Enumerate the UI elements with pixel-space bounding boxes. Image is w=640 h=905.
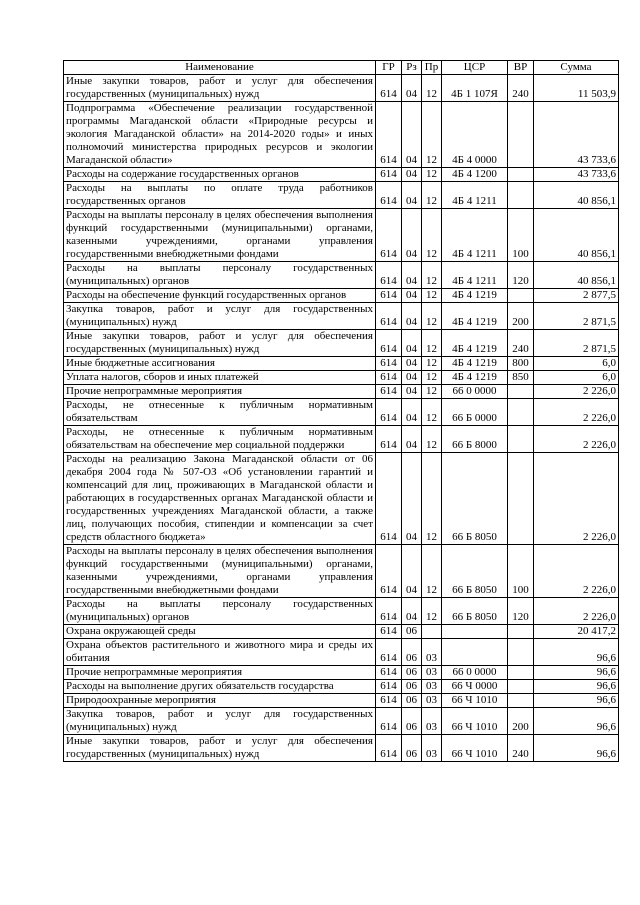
cell-rz: 06 (402, 735, 422, 762)
cell-rz: 04 (402, 426, 422, 453)
cell-sum: 2 226,0 (534, 426, 619, 453)
budget-document (63, 60, 618, 762)
cell-name: Иные закупки товаров, работ и услуг для обеспечения государственных (муниципальных) нужд (64, 735, 376, 762)
cell-csr: 4Б 4 1211 (442, 262, 508, 289)
cell-sum: 2 226,0 (534, 453, 619, 545)
cell-pr: 12 (422, 168, 442, 182)
cell-csr: 4Б 4 1219 (442, 289, 508, 303)
cell-sum: 40 856,1 (534, 209, 619, 262)
cell-csr: 4Б 4 1211 (442, 209, 508, 262)
cell-csr: 4Б 4 1200 (442, 168, 508, 182)
cell-csr: 4Б 4 1219 (442, 357, 508, 371)
cell-gr: 614 (376, 598, 402, 625)
cell-pr: 12 (422, 182, 442, 209)
header-gr: ГР (376, 61, 402, 75)
cell-vr: 240 (508, 735, 534, 762)
table-row (64, 666, 619, 680)
cell-vr: 200 (508, 303, 534, 330)
cell-pr: 03 (422, 680, 442, 694)
table-row (64, 182, 619, 209)
cell-gr: 614 (376, 75, 402, 102)
cell-sum: 2 871,5 (534, 303, 619, 330)
cell-vr (508, 168, 534, 182)
cell-name: Расходы, не отнесенные к публичным нормативным обязательствам (64, 399, 376, 426)
table-row (64, 453, 619, 545)
cell-gr: 614 (376, 625, 402, 639)
table-row (64, 357, 619, 371)
cell-sum: 96,6 (534, 735, 619, 762)
cell-name: Подпрограмма «Обеспечение реализации государственной программы Магаданской области «Природные ресурсы и экология Магаданской области» на 2014-2020 годы» и иных полномочий министерства природных ресурсов и экологии Магаданской области» (64, 102, 376, 168)
table-row (64, 680, 619, 694)
cell-pr: 03 (422, 639, 442, 666)
cell-csr: 4Б 1 107Я (442, 75, 508, 102)
cell-rz: 04 (402, 371, 422, 385)
cell-pr: 12 (422, 385, 442, 399)
table-row (64, 303, 619, 330)
table-row (64, 262, 619, 289)
cell-pr: 03 (422, 735, 442, 762)
cell-vr (508, 694, 534, 708)
cell-name: Закупка товаров, работ и услуг для государственных (муниципальных) нужд (64, 708, 376, 735)
cell-rz: 06 (402, 639, 422, 666)
cell-name: Прочие непрограммные мероприятия (64, 385, 376, 399)
cell-gr: 614 (376, 182, 402, 209)
cell-sum: 40 856,1 (534, 182, 619, 209)
cell-csr: 66 0 0000 (442, 385, 508, 399)
cell-gr: 614 (376, 209, 402, 262)
cell-csr: 4Б 4 1211 (442, 182, 508, 209)
cell-rz: 04 (402, 209, 422, 262)
cell-pr: 03 (422, 666, 442, 680)
cell-sum: 6,0 (534, 371, 619, 385)
cell-rz: 04 (402, 289, 422, 303)
cell-rz: 04 (402, 330, 422, 357)
cell-sum: 2 226,0 (534, 598, 619, 625)
table-row (64, 735, 619, 762)
cell-pr: 12 (422, 330, 442, 357)
cell-vr (508, 289, 534, 303)
table-row (64, 330, 619, 357)
table-row (64, 545, 619, 598)
table-body (64, 75, 619, 762)
cell-csr: 66 0 0000 (442, 666, 508, 680)
cell-name: Охрана объектов растительного и животного мира и среды их обитания (64, 639, 376, 666)
cell-vr: 100 (508, 209, 534, 262)
cell-gr: 614 (376, 735, 402, 762)
cell-name: Расходы на выплаты персоналу государственных (муниципальных) органов (64, 598, 376, 625)
cell-sum: 20 417,2 (534, 625, 619, 639)
cell-csr: 66 Б 0000 (442, 399, 508, 426)
cell-csr: 66 Б 8000 (442, 426, 508, 453)
cell-name: Охрана окружающей среды (64, 625, 376, 639)
cell-vr: 120 (508, 262, 534, 289)
cell-sum: 43 733,6 (534, 102, 619, 168)
cell-sum: 96,6 (534, 680, 619, 694)
cell-pr: 12 (422, 426, 442, 453)
cell-rz: 04 (402, 545, 422, 598)
cell-pr: 12 (422, 371, 442, 385)
cell-sum: 96,6 (534, 694, 619, 708)
cell-pr: 12 (422, 399, 442, 426)
cell-vr (508, 399, 534, 426)
table-row (64, 168, 619, 182)
cell-vr (508, 625, 534, 639)
cell-gr: 614 (376, 303, 402, 330)
table-row (64, 625, 619, 639)
cell-vr: 100 (508, 545, 534, 598)
cell-pr: 03 (422, 694, 442, 708)
cell-rz: 04 (402, 453, 422, 545)
cell-pr: 12 (422, 75, 442, 102)
cell-name: Иные закупки товаров, работ и услуг для обеспечения государственных (муниципальных) нужд (64, 75, 376, 102)
cell-gr: 614 (376, 545, 402, 598)
cell-sum: 11 503,9 (534, 75, 619, 102)
cell-pr (422, 625, 442, 639)
cell-vr: 200 (508, 708, 534, 735)
cell-rz: 06 (402, 666, 422, 680)
table-row (64, 289, 619, 303)
cell-rz: 06 (402, 694, 422, 708)
table-row (64, 426, 619, 453)
cell-csr: 66 Б 8050 (442, 453, 508, 545)
cell-csr: 66 Б 8050 (442, 598, 508, 625)
cell-name: Иные закупки товаров, работ и услуг для обеспечения государственных (муниципальных) нужд (64, 330, 376, 357)
header-name: Наименование (64, 61, 376, 75)
cell-name: Расходы на выплаты по оплате труда работников государственных органов (64, 182, 376, 209)
table-row (64, 598, 619, 625)
cell-gr: 614 (376, 289, 402, 303)
cell-sum: 2 871,5 (534, 330, 619, 357)
header-csr: ЦСР (442, 61, 508, 75)
cell-name: Расходы, не отнесенные к публичным нормативным обязательствам на обеспечение мер социальной поддержки (64, 426, 376, 453)
cell-rz: 04 (402, 168, 422, 182)
cell-csr: 4Б 4 0000 (442, 102, 508, 168)
cell-vr (508, 426, 534, 453)
cell-csr: 4Б 4 1219 (442, 303, 508, 330)
cell-gr: 614 (376, 694, 402, 708)
table-row (64, 399, 619, 426)
cell-vr (508, 680, 534, 694)
cell-rz: 06 (402, 708, 422, 735)
cell-vr (508, 453, 534, 545)
cell-gr: 614 (376, 708, 402, 735)
cell-gr: 614 (376, 666, 402, 680)
cell-gr: 614 (376, 102, 402, 168)
cell-vr (508, 666, 534, 680)
cell-pr: 12 (422, 262, 442, 289)
cell-rz: 04 (402, 399, 422, 426)
cell-gr: 614 (376, 330, 402, 357)
cell-sum: 2 226,0 (534, 399, 619, 426)
cell-rz: 04 (402, 182, 422, 209)
cell-rz: 04 (402, 303, 422, 330)
cell-vr: 240 (508, 75, 534, 102)
cell-csr: 66 Ч 1010 (442, 735, 508, 762)
header-rz: Рз (402, 61, 422, 75)
cell-vr: 120 (508, 598, 534, 625)
cell-rz: 06 (402, 625, 422, 639)
cell-sum: 2 877,5 (534, 289, 619, 303)
table-row (64, 385, 619, 399)
cell-pr: 12 (422, 453, 442, 545)
cell-name: Закупка товаров, работ и услуг для государственных (муниципальных) нужд (64, 303, 376, 330)
cell-csr: 66 Ч 1010 (442, 708, 508, 735)
header-vr: ВР (508, 61, 534, 75)
cell-pr: 12 (422, 102, 442, 168)
cell-sum: 43 733,6 (534, 168, 619, 182)
cell-vr (508, 385, 534, 399)
cell-sum: 6,0 (534, 357, 619, 371)
cell-gr: 614 (376, 680, 402, 694)
cell-rz: 04 (402, 598, 422, 625)
cell-name: Иные бюджетные ассигнования (64, 357, 376, 371)
cell-name: Расходы на содержание государственных органов (64, 168, 376, 182)
header-sum: Сумма (534, 61, 619, 75)
table-header-row (64, 61, 619, 75)
cell-csr (442, 639, 508, 666)
cell-vr: 800 (508, 357, 534, 371)
table-row (64, 371, 619, 385)
cell-gr: 614 (376, 426, 402, 453)
cell-name: Расходы на обеспечение функций государственных органов (64, 289, 376, 303)
cell-csr: 4Б 4 1219 (442, 330, 508, 357)
cell-csr: 66 Б 8050 (442, 545, 508, 598)
cell-sum: 40 856,1 (534, 262, 619, 289)
cell-pr: 12 (422, 357, 442, 371)
table-row (64, 102, 619, 168)
table-row (64, 75, 619, 102)
cell-rz: 04 (402, 357, 422, 371)
cell-pr: 12 (422, 289, 442, 303)
cell-gr: 614 (376, 371, 402, 385)
cell-rz: 04 (402, 385, 422, 399)
cell-vr: 240 (508, 330, 534, 357)
cell-pr: 12 (422, 598, 442, 625)
cell-name: Расходы на выплаты персоналу в целях обеспечения выполнения функций государственными (муниципальными) органами, казенными учреждениями, органами управления государственными внебюджетными фондами (64, 209, 376, 262)
cell-name: Прочие непрограммные мероприятия (64, 666, 376, 680)
table-row (64, 694, 619, 708)
cell-gr: 614 (376, 385, 402, 399)
cell-sum: 2 226,0 (534, 545, 619, 598)
cell-name: Расходы на выполнение других обязательств государства (64, 680, 376, 694)
cell-pr: 12 (422, 303, 442, 330)
cell-rz: 04 (402, 75, 422, 102)
cell-csr (442, 625, 508, 639)
cell-name: Уплата налогов, сборов и иных платежей (64, 371, 376, 385)
cell-rz: 04 (402, 102, 422, 168)
cell-pr: 03 (422, 708, 442, 735)
cell-vr (508, 182, 534, 209)
header-pr: Пр (422, 61, 442, 75)
table-row (64, 639, 619, 666)
cell-csr: 66 Ч 0000 (442, 680, 508, 694)
cell-gr: 614 (376, 453, 402, 545)
cell-csr: 66 Ч 1010 (442, 694, 508, 708)
cell-name: Природоохранные мероприятия (64, 694, 376, 708)
table-row (64, 209, 619, 262)
cell-vr (508, 102, 534, 168)
cell-vr: 850 (508, 371, 534, 385)
cell-rz: 04 (402, 262, 422, 289)
cell-sum: 96,6 (534, 639, 619, 666)
cell-pr: 12 (422, 209, 442, 262)
cell-pr: 12 (422, 545, 442, 598)
cell-vr (508, 639, 534, 666)
cell-sum: 96,6 (534, 666, 619, 680)
cell-sum: 2 226,0 (534, 385, 619, 399)
cell-gr: 614 (376, 168, 402, 182)
table-row (64, 708, 619, 735)
cell-gr: 614 (376, 357, 402, 371)
cell-sum: 96,6 (534, 708, 619, 735)
cell-name: Расходы на выплаты персоналу в целях обеспечения выполнения функций государственными (муниципальными) органами, казенными учреждениями, органами управления государственными внебюджетными фондами (64, 545, 376, 598)
cell-name: Расходы на реализацию Закона Магаданской области от 06 декабря 2004 года № 507-ОЗ «Об установлении гарантий и компенсаций для лиц, проживающих в Магаданской области и работающих в государственных органах Магаданской области и государственных учреждениях Магаданской области, а также лиц, получающих пособия, стипендии и компенсации за счет средств областного бюджета» (64, 453, 376, 545)
cell-rz: 06 (402, 680, 422, 694)
cell-gr: 614 (376, 399, 402, 426)
cell-gr: 614 (376, 639, 402, 666)
cell-csr: 4Б 4 1219 (442, 371, 508, 385)
cell-name: Расходы на выплаты персоналу государственных (муниципальных) органов (64, 262, 376, 289)
budget-table (63, 60, 619, 762)
cell-gr: 614 (376, 262, 402, 289)
